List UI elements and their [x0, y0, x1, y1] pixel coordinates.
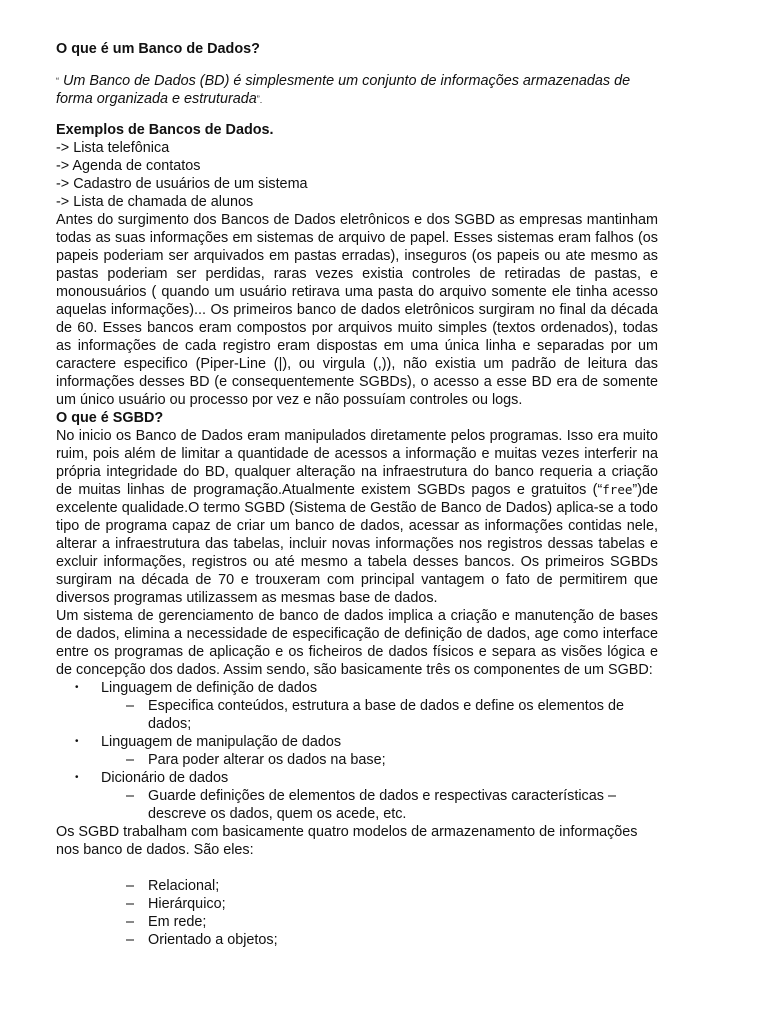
quote-text: Um Banco de Dados (BD) é simplesmente um conjunto de informações armazenadas de forma organizada e estruturada	[56, 73, 631, 107]
component-label: Linguagem de manipulação de dados	[101, 734, 342, 750]
models-list	[56, 877, 658, 949]
sgbd-paragraph	[56, 427, 658, 607]
quote-end: .	[259, 95, 263, 105]
example-item: -> Cadastro de usuários de um sistema	[56, 176, 308, 192]
quote-close-mark: ”	[256, 94, 260, 104]
example-item: -> Lista telefônica	[56, 140, 170, 156]
free-close-mark: ”	[632, 482, 638, 498]
components-paragraph: Um sistema de gerenciamento de banco de dados implica a criação e manutenção de bases de dados, elimina a necessidade de especificação de definição de dados, age como interface entre os programas de aplicação e os ficheiros de dados físicos e separa as visões lógica e de concepção dos dados. Assim sendo, são basicamente três os componentes de um SGBD:	[56, 608, 658, 678]
spacer	[56, 859, 658, 877]
components-list	[56, 679, 658, 823]
model-item: – Hierárquico;	[56, 895, 658, 913]
model-item: – Em rede;	[56, 913, 658, 931]
models-paragraph: Os SGBD trabalham com basicamente quatro modelos de armazenamento de informações nos banco de dados. São eles:	[56, 824, 638, 858]
history-paragraph: Antes do surgimento dos Bancos de Dados eletrônicos e dos SGBD as empresas mantinham todas as suas informações em sistemas de arquivo de papel. Esses sistemas eram falhos (os papeis poderiam ser arquivados em pastas erradas), inseguros (os papeis ou ate mesmo as pastas poderiam ser perdidas, raras vezes existia controles de retiradas de pastas, e monousuários ( quando um usuário retirava uma pasta do arquivo somente ele tinha acesso aquelas informações)... Os primeiros banco de dados eletrônicos surgiram no final da década de 60. Esses bancos eram compostos por arquivos muito simples (textos ordenados), todas as informações de cada registro eram dispostas em uma única linha e separadas por um caractere especifico (Piper-Line (|), ou virgula (,)), não existia um padrão de leitura das informações desses BD (e consequentemente SGBDs), o acesso a esse BD era de somente um único usuário ou processo por vez e não possuíam controles ou logs.	[56, 212, 658, 408]
component-label: Linguagem de definição de dados	[101, 680, 318, 696]
component-detail: – Guarde definições de elementos de dados e respectivas características – descreve os dados, quem os acede, etc.	[101, 787, 658, 823]
component-detail: – Para poder alterar os dados na base;	[101, 751, 658, 769]
free-word: free	[602, 482, 633, 497]
model-item: – Relacional;	[56, 877, 658, 895]
page-title: O que é um Banco de Dados?	[56, 41, 260, 57]
free-open-mark: “	[597, 482, 603, 498]
sgbd-paragraph-end: )de excelente qualidade.O termo SGBD (Sistema de Gestão de Banco de Dados) aplica-se a todo tipo de programa capaz de criar um banco de dados, acessar as informações contidas nele, alterar a infraestrutura das tabelas, incluir novas informações nos registros dessas tabelas e excluir informações, registros ou até mesmo a tabela desses bancos. Os primeiros SGBDs surgiram na década de 70 e trouxeram com principal vantagem o fato de permitirem que diversos programas utilizassem as mesmas base de dados.	[56, 482, 658, 606]
component-item	[56, 769, 658, 823]
example-item: -> Agenda de contatos	[56, 158, 201, 174]
example-item: -> Lista de chamada de alunos	[56, 194, 254, 210]
sgbd-heading: O que é SGBD?	[56, 410, 164, 426]
examples-heading: Exemplos de Bancos de Dados.	[56, 122, 274, 138]
definition-quote	[56, 72, 658, 109]
component-detail: – Especifica conteúdos, estrutura a base de dados e define os elementos de dados;	[101, 697, 658, 733]
model-item: – Orientado a objetos;	[56, 931, 658, 949]
examples-list	[56, 139, 658, 211]
component-item	[56, 733, 658, 769]
component-item	[56, 679, 658, 733]
sgbd-paragraph-start: No inicio os Banco de Dados eram manipulados diretamente pelos programas. Isso era muito ruim, pois além de limitar a quantidade de acessos a informação e muitas vezes interferir na própria integridade do BD, qualquer alteração na infraestrutura do banco requeria a criação de muitas linhas de programação.Atualmente existem SGBDs pagos e gratuitos (	[56, 428, 658, 498]
quote-open-mark: “	[56, 76, 59, 86]
component-label: Dicionário de dados	[101, 770, 229, 786]
